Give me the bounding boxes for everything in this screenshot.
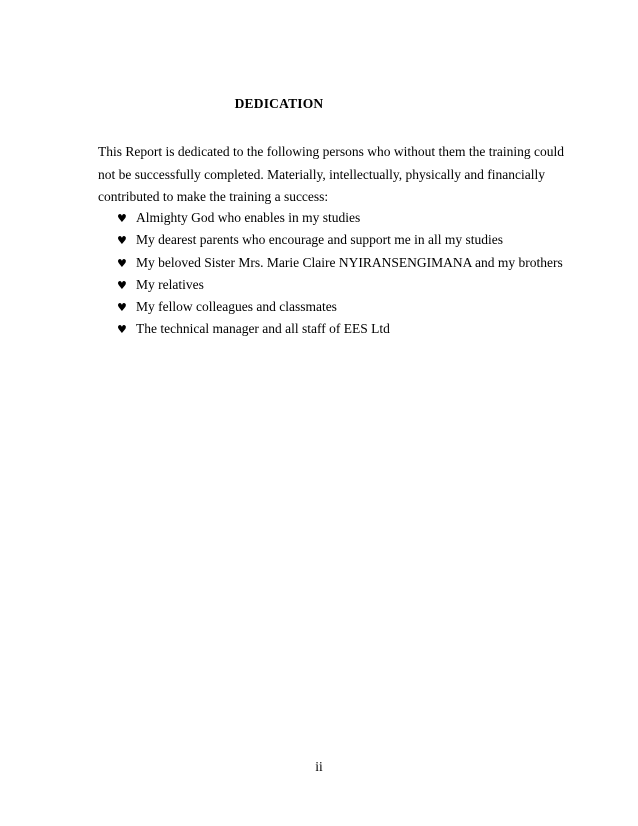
list-item bbox=[117, 318, 563, 340]
page-title-text: DEDICATION bbox=[234, 96, 324, 111]
heart-bullet-icon: ♥ bbox=[117, 278, 127, 292]
list-item bbox=[117, 252, 563, 274]
list-item-text: My dearest parents who encourage and support me in all my studies bbox=[136, 232, 504, 248]
list-item-text: Almighty God who enables in my studies bbox=[136, 210, 361, 225]
dedication-list bbox=[117, 207, 563, 341]
heart-bullet-icon: ♥ bbox=[117, 301, 127, 315]
page-title bbox=[0, 96, 638, 112]
page-number: ii bbox=[315, 759, 323, 774]
list-item bbox=[117, 274, 563, 296]
intro-paragraph: This Report is dedicated to the following persons who without them the training could not be successfully completed. Materially, intellectually, physically and financially contributed to make the training a success: bbox=[98, 144, 565, 204]
heart-bullet-icon: ♥ bbox=[117, 212, 127, 225]
list-item bbox=[117, 207, 563, 229]
list-item bbox=[117, 229, 563, 251]
list-item bbox=[117, 296, 563, 318]
heart-bullet-icon: ♥ bbox=[117, 234, 127, 248]
heart-bullet-icon: ♥ bbox=[117, 256, 127, 270]
list-item-text: My relatives bbox=[136, 276, 204, 292]
list-item-text: My beloved Sister Mrs. Marie Claire NYIRANSENGIMANA and my brothers bbox=[136, 254, 563, 270]
list-item-text: My fellow colleagues and classmates bbox=[136, 299, 337, 315]
list-item-text: The technical manager and all staff of EES Ltd bbox=[136, 321, 390, 337]
heart-bullet-icon: ♥ bbox=[117, 323, 127, 337]
